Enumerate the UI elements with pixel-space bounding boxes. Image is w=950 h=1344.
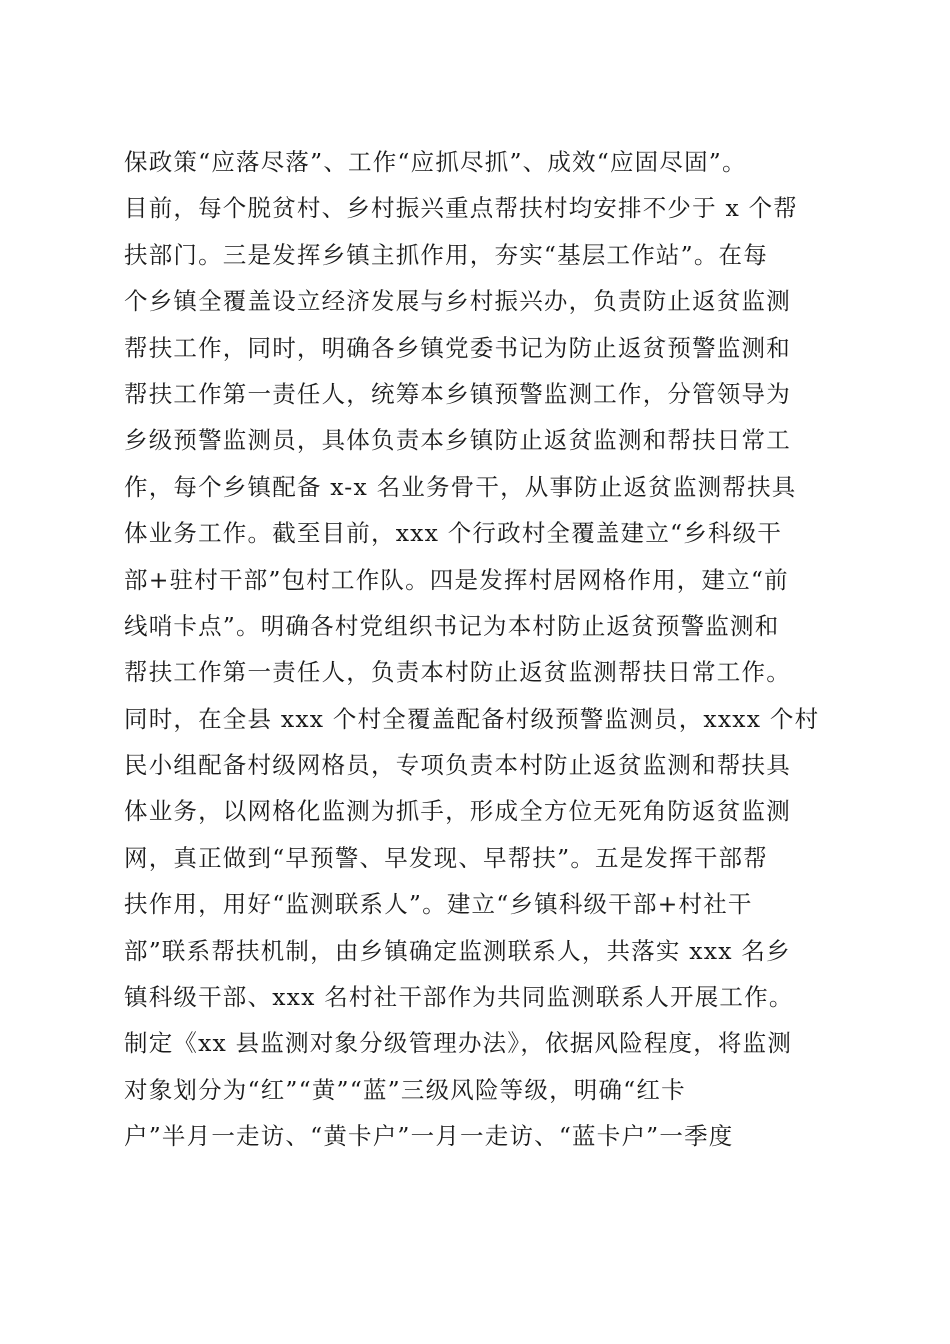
text-line: 镇科级干部、xxx 名村社干部作为共同监测联系人开展工作。 bbox=[124, 983, 794, 1012]
text-line: 乡级预警监测员，具体负责本乡镇防止返贫监测和帮扶日常工 bbox=[124, 426, 791, 455]
text-line: 扶作用，用好“监测联系人”。建立“乡镇科级干部+村社干 bbox=[124, 890, 753, 919]
text-line: 帮扶工作第一责任人，统筹本乡镇预警监测工作，分管领导为 bbox=[124, 379, 791, 408]
text-line: 帮扶工作第一责任人，负责本村防止返贫监测帮扶日常工作。 bbox=[124, 658, 791, 687]
text-line: 帮扶工作，同时，明确各乡镇党委书记为防止返贫预警监测和 bbox=[124, 333, 791, 362]
text-line: 线哨卡点”。明确各村党组织书记为本村防止返贫预警监测和 bbox=[124, 611, 780, 640]
text-line: 个乡镇全覆盖设立经济发展与乡村振兴办，负责防止返贫监测 bbox=[124, 287, 791, 316]
text-line: 同时，在全县 xxx 个村全覆盖配备村级预警监测员，xxxx 个村 bbox=[124, 704, 820, 733]
text-line: 目前，每个脱贫村、乡村振兴重点帮扶村均安排不少于 x 个帮 bbox=[124, 194, 798, 223]
text-line: 网，真正做到“早预警、早发现、早帮扶”。五是发挥干部帮 bbox=[124, 843, 768, 872]
text-line: 制定《xx 县监测对象分级管理办法》，依据风险程度，将监测 bbox=[124, 1029, 793, 1058]
text-line: 体业务，以网格化监测为抓手，形成全方位无死角防返贫监测 bbox=[124, 797, 791, 826]
text-line: 扶部门。三是发挥乡镇主抓作用，夯实“基层工作站”。在每 bbox=[124, 240, 768, 269]
text-line: 民小组配备村级网格员，专项负责本村防止返贫监测和帮扶具 bbox=[124, 751, 791, 780]
text-line: 户”半月一走访、“黄卡户”一月一走访、“蓝卡户”一季度 bbox=[124, 1122, 734, 1151]
text-line: 作，每个乡镇配备 x-x 名业务骨干，从事防止返贫监测帮扶具 bbox=[124, 472, 797, 501]
text-line: 部+驻村干部”包村工作队。四是发挥村居网格作用，建立“前 bbox=[124, 565, 789, 594]
body-text bbox=[124, 139, 836, 1160]
text-line: 体业务工作。截至目前，xxx 个行政村全覆盖建立“乡科级干 bbox=[124, 519, 783, 548]
text-line: 部”联系帮扶机制，由乡镇确定监测联系人，共落实 xxx 名乡 bbox=[124, 936, 791, 965]
text-line: 保政策“应落尽落”、工作“应抓尽抓”、成效“应固尽固”。 bbox=[124, 148, 747, 176]
text-line: 对象划分为“红”“黄”“蓝”三级风险等级，明确“红卡 bbox=[124, 1075, 686, 1104]
